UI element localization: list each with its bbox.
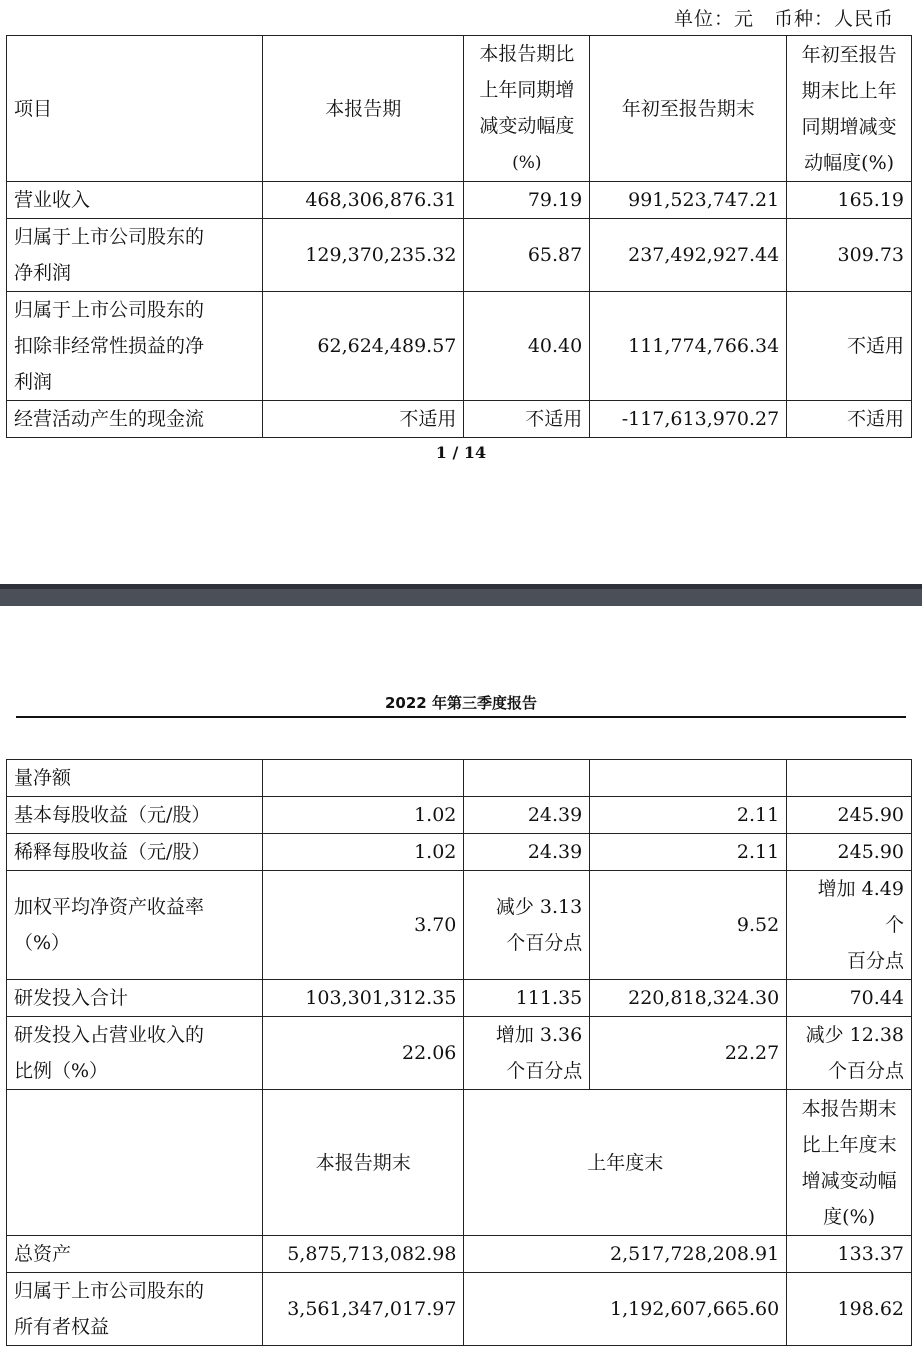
cell-line: (%) [512,153,542,173]
cell-line: 利润 [14,371,53,393]
row-item-label [7,219,263,292]
cell-line: 个百分点 [827,1060,904,1082]
current-yoy-change [464,797,590,834]
row-item-label [7,401,263,438]
cell-line: 减少 3.13 [495,896,583,918]
ytd-yoy-change: 不适用 [787,401,912,438]
current-period-value [263,980,464,1017]
cell-line: 研发投入合计 [14,987,129,1009]
change-percent: 133.37 [787,1236,912,1273]
table-row [7,834,912,871]
cell-line: 归属于上市公司股东的 [14,226,205,248]
cell-line: 归属于上市公司股东的 [14,1280,205,1302]
ytd-yoy-change [787,834,912,871]
current-period-value: 129,370,235.32 [263,219,464,292]
cell-line: 量净额 [14,767,72,789]
table-row [7,401,912,438]
ytd-yoy-change: 不适用 [787,292,912,401]
header-change-percent [787,1090,912,1236]
current-yoy-change: 79.19 [464,182,590,219]
financial-indicators-table-continued [6,759,912,1346]
table-row [7,1017,912,1090]
cell-line: 24.39 [527,804,583,826]
cell-line: 归属于上市公司股东的 [14,299,205,321]
ytd-yoy-change: 165.19 [787,182,912,219]
ytd-value [590,797,787,834]
cell-line: 减变动幅度 [479,115,575,137]
row-item-label [7,292,263,401]
cell-line: 103,301,312.35 [305,987,457,1009]
current-yoy-change [464,760,590,797]
ytd-value [590,1017,787,1090]
cell-line: 本报告期比 [479,43,575,65]
ytd-yoy-change [787,871,912,980]
cell-line: 同期增减变 [801,115,897,138]
table-row [7,760,912,797]
cell-line: 22.06 [402,1042,457,1064]
current-yoy-change [464,834,590,871]
cell-line: 稀释每股收益（元/股） [14,841,211,863]
row-item-label [7,1236,263,1273]
ytd-value: 237,492,927.44 [590,219,787,292]
cell-line: 本报告期末 [801,1097,897,1120]
cell-line: 加权平均净资产收益率 [14,896,205,918]
header-item-blank [7,1090,263,1236]
balance-header-row [7,1090,912,1236]
current-yoy-change: 不适用 [464,401,590,438]
cell-line: 2.11 [736,841,780,863]
current-period-value [263,760,464,797]
cell-line: 增加 4.49 个 [817,878,904,936]
header-period-end: 本报告期末 [263,1090,464,1236]
current-period-value [263,797,464,834]
table-row [7,182,912,219]
cell-line: 度(%) [823,1205,876,1228]
cell-line: 220,818,324.30 [628,987,780,1009]
cell-line: 所有者权益 [14,1316,110,1338]
cell-line: 70.44 [849,987,904,1009]
table-row [7,1273,912,1346]
row-item-label [7,1273,263,1346]
header-ytd-yoy [787,36,912,182]
ytd-value [590,871,787,980]
header-last-year-end: 上年度末 [464,1090,787,1236]
current-yoy-change: 40.40 [464,292,590,401]
current-period-value: 468,306,876.31 [263,182,464,219]
row-item-label [7,1017,263,1090]
unit-currency-note: 单位：元 币种：人民币 [673,8,894,30]
cell-line: 22.27 [724,1042,780,1064]
current-period-value: 不适用 [263,401,464,438]
cell-line: 245.90 [837,804,904,826]
cell-line: 动幅度(%) [804,151,895,174]
cell-line: 3.70 [414,914,457,936]
cell-line: 年初至报告 [801,43,897,66]
cell-line: 基本每股收益（元/股） [14,804,211,826]
cell-line: 研发投入占营业收入的 [14,1024,205,1046]
ytd-value: 111,774,766.34 [590,292,787,401]
current-period-value [263,871,464,980]
ytd-value: 991,523,747.21 [590,182,787,219]
last-year-end-value: 2,517,728,208.91 [464,1236,787,1273]
row-item-label [7,980,263,1017]
table-header-row [7,36,912,182]
row-item-label [7,834,263,871]
ytd-yoy-change [787,760,912,797]
ytd-value [590,980,787,1017]
table-row [7,219,912,292]
cell-line: 经营活动产生的现金流 [14,408,205,430]
header-current-yoy [464,36,590,182]
cell-line: 24.39 [527,841,583,863]
cell-line: 111.35 [515,987,583,1009]
cell-line: 9.52 [736,914,780,936]
row-item-label [7,871,263,980]
cell-line: 上年同期增 [479,79,575,101]
row-item-label [7,182,263,219]
ytd-value: -117,613,970.27 [590,401,787,438]
current-period-value: 62,624,489.57 [263,292,464,401]
current-yoy-change [464,980,590,1017]
table-row [7,292,912,401]
header-current-period: 本报告期 [263,36,464,182]
ytd-yoy-change [787,1017,912,1090]
cell-line: 2.11 [736,804,780,826]
ytd-value [590,834,787,871]
cell-line: 1.02 [414,841,457,863]
current-period-value [263,834,464,871]
cell-line: 增加 3.36 [495,1024,583,1046]
page-separator [0,584,922,606]
cell-line: 245.90 [837,841,904,863]
last-year-end-value: 1,192,607,665.60 [464,1273,787,1346]
cell-line: 净利润 [14,262,72,284]
current-yoy-change: 65.87 [464,219,590,292]
period-end-value: 5,875,713,082.98 [263,1236,464,1273]
ytd-yoy-change [787,980,912,1017]
cell-line: 减少 12.38 [805,1024,904,1046]
cell-line: 扣除非经常性损益的净 [14,335,205,357]
cell-line: （%） [14,932,71,954]
table-row [7,797,912,834]
cell-line: 个百分点 [506,932,583,954]
financial-indicators-table [6,35,912,438]
title-underline [16,716,906,718]
row-item-label [7,760,263,797]
report-title: 2022 年第三季度报告 [385,694,537,712]
header-ytd: 年初至报告期末 [590,36,787,182]
current-yoy-change [464,871,590,980]
change-percent: 198.62 [787,1273,912,1346]
cell-line: 百分点 [846,950,904,972]
table-row [7,980,912,1017]
header-item: 项目 [7,36,263,182]
cell-line: 比例（%） [14,1060,109,1082]
period-end-value: 3,561,347,017.97 [263,1273,464,1346]
cell-line: 总资产 [14,1243,72,1265]
cell-line: 增减变动幅 [801,1169,897,1192]
cell-line: 营业收入 [14,189,91,211]
ytd-yoy-change: 309.73 [787,219,912,292]
page-number: 1 / 14 [435,443,487,462]
ytd-yoy-change [787,797,912,834]
cell-line: 期末比上年 [801,79,897,102]
row-item-label [7,797,263,834]
current-yoy-change [464,1017,590,1090]
ytd-value [590,760,787,797]
table-row [7,1236,912,1273]
cell-line: 比上年度末 [801,1133,897,1156]
table-row [7,871,912,980]
current-period-value [263,1017,464,1090]
cell-line: 1.02 [414,804,457,826]
cell-line: 个百分点 [506,1060,583,1082]
